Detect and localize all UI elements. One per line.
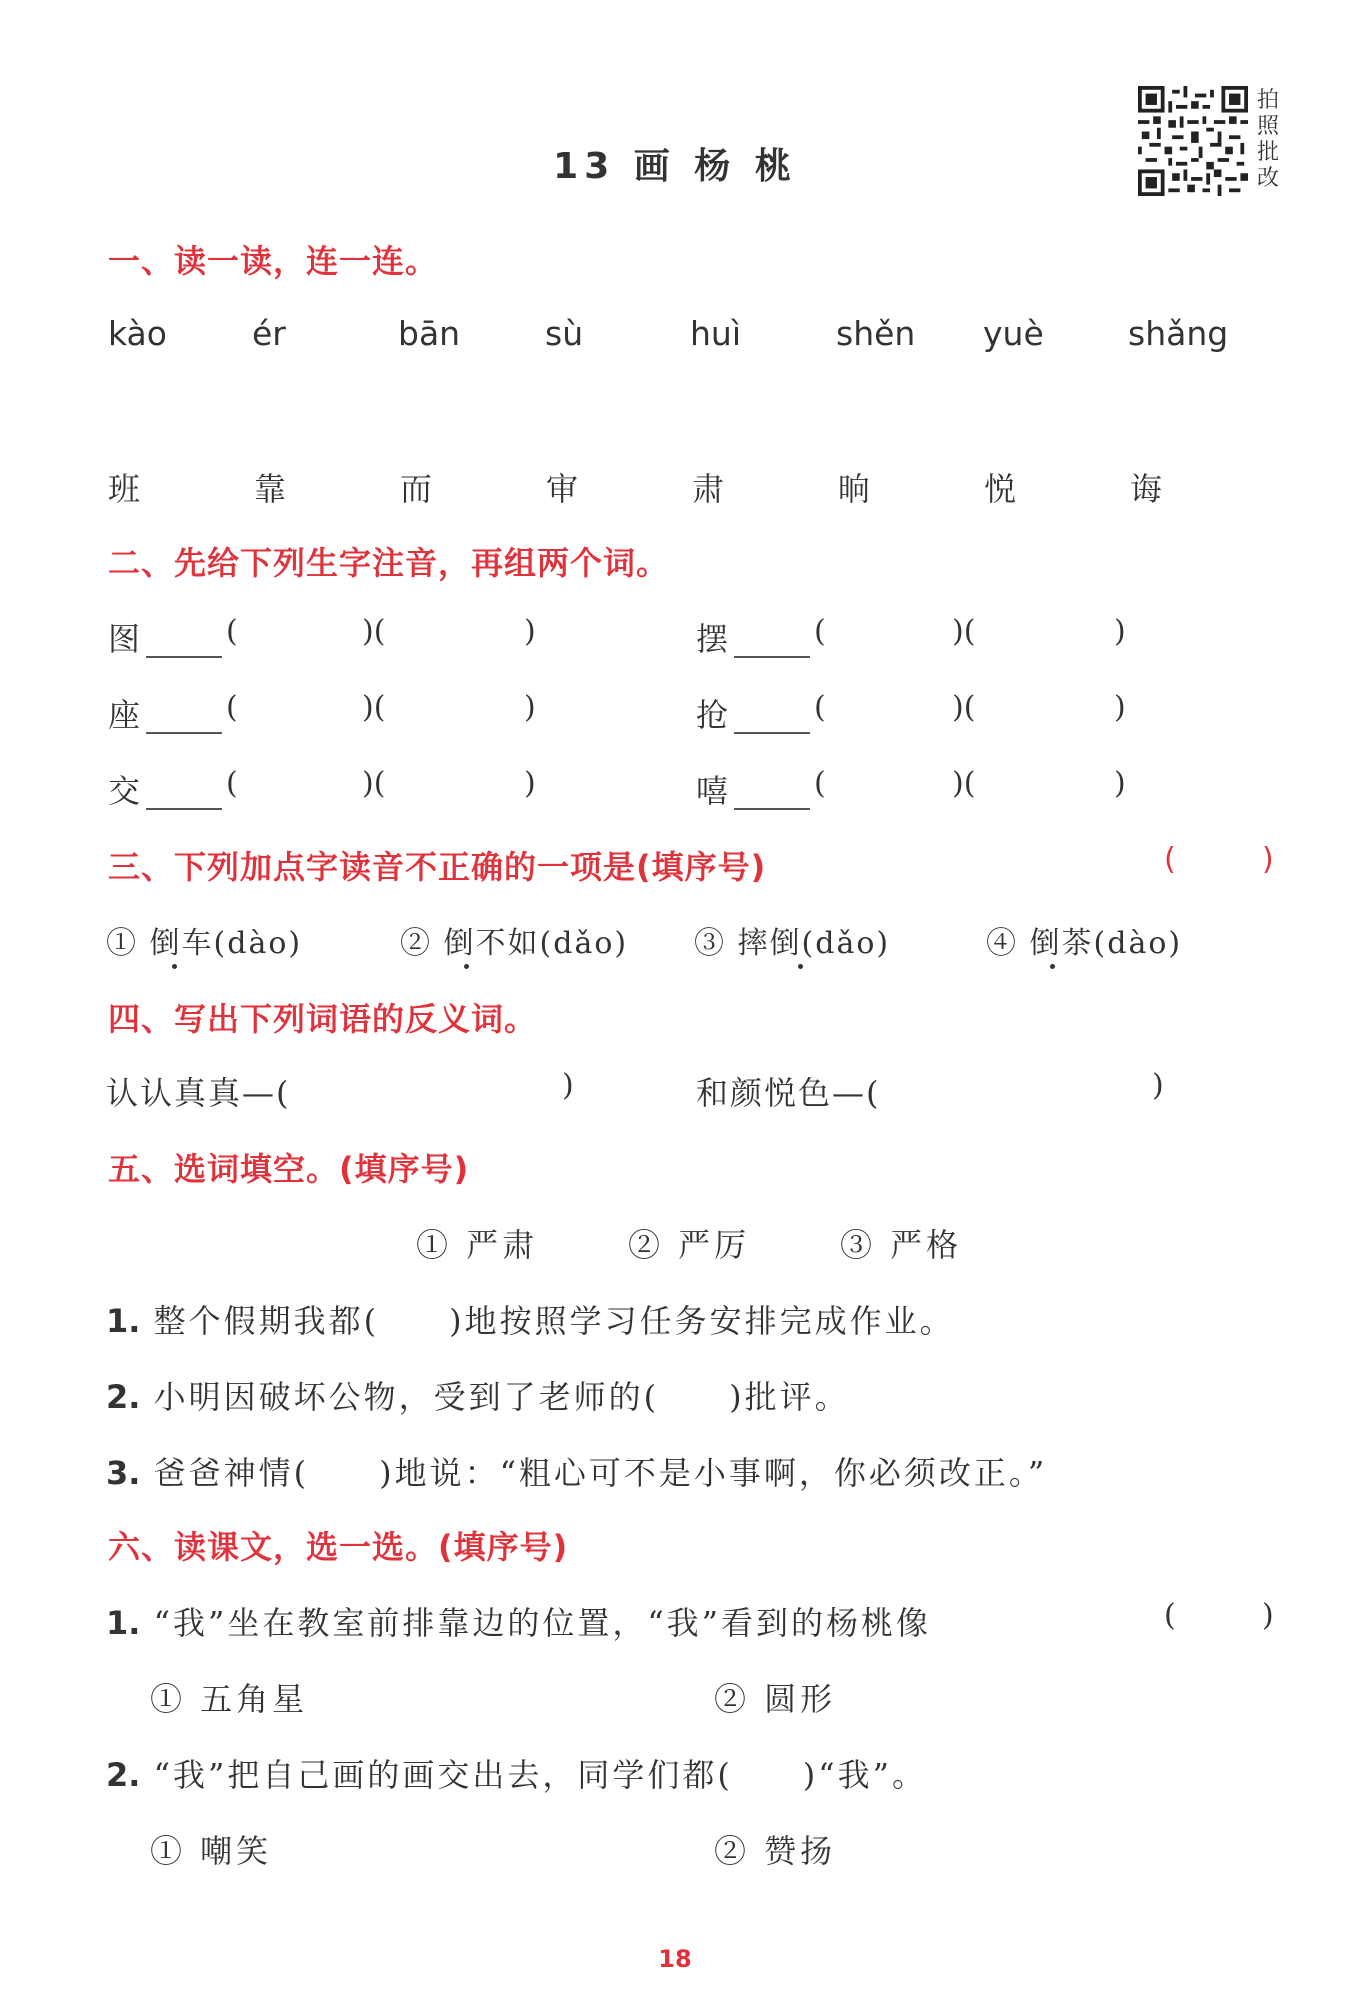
section1-heading: 一、读一读，连一连。 xyxy=(108,242,439,280)
question-text: “我”把自己画的画交出去，同学们都( )“我”。 xyxy=(153,1756,928,1794)
paren: )( xyxy=(362,690,386,725)
question-text: 整个假期我都( )地按照学习任务安排完成作业。 xyxy=(153,1302,955,1340)
paren: ( xyxy=(814,690,826,725)
emphasis-dot xyxy=(464,964,469,969)
option-3[interactable]: ③ 摔倒(dǎo) xyxy=(694,926,891,961)
qr-code-icon[interactable] xyxy=(1138,86,1248,196)
question-number: 1. xyxy=(106,1604,141,1642)
paren: ) xyxy=(1152,1068,1164,1103)
pinyin-blank[interactable] xyxy=(146,732,222,734)
word-choice-2[interactable]: ② 严厉 xyxy=(628,1226,751,1264)
pinyin-item[interactable]: huì xyxy=(690,314,741,353)
paren: )( xyxy=(952,690,976,725)
pinyin-item[interactable]: sù xyxy=(545,314,584,353)
char-item[interactable]: 靠 xyxy=(254,470,287,508)
question-number: 2. xyxy=(106,1378,141,1416)
option-4[interactable]: ④ 倒茶(dào) xyxy=(986,926,1183,961)
paren: ( xyxy=(226,690,238,725)
section6-heading: 六、读课文，选一选。(填序号) xyxy=(108,1528,569,1566)
char-label: 交 xyxy=(108,772,141,810)
pinyin-item[interactable]: shěn xyxy=(836,314,916,353)
char-item[interactable]: 晌 xyxy=(838,470,871,508)
paren: ) xyxy=(524,766,536,801)
pinyin-item[interactable]: yuè xyxy=(983,314,1044,353)
pinyin-blank[interactable] xyxy=(734,732,810,734)
page-number: 18 xyxy=(658,1945,692,1973)
word-choice-1[interactable]: ① 严肃 xyxy=(416,1226,539,1264)
paren: ( xyxy=(226,766,238,801)
question-row[interactable] xyxy=(106,1296,955,1342)
paren: ) xyxy=(524,690,536,725)
section3-heading: 三、下列加点字读音不正确的一项是(填序号) xyxy=(108,848,767,886)
qr-label: 拍照批改 xyxy=(1257,88,1280,191)
paren: ) xyxy=(1114,614,1126,649)
answer-paren-open[interactable]: ( xyxy=(1164,1598,1176,1633)
section2-heading: 二、先给下列生字注音，再组两个词。 xyxy=(108,544,670,582)
char-item[interactable]: 肃 xyxy=(692,470,725,508)
pinyin-blank[interactable] xyxy=(734,808,810,810)
char-item[interactable]: 班 xyxy=(108,470,141,508)
antonym-item-2: 和颜悦色—( xyxy=(696,1074,881,1112)
antonym-item-1: 认认真真—( xyxy=(106,1074,291,1112)
paren: ( xyxy=(814,766,826,801)
section5-heading: 五、选词填空。(填序号) xyxy=(108,1150,470,1188)
char-label: 抢 xyxy=(696,696,729,734)
option-2[interactable]: ② 赞扬 xyxy=(714,1832,837,1870)
paren: )( xyxy=(952,614,976,649)
option-1[interactable]: ① 嘲笑 xyxy=(150,1832,273,1870)
option-2[interactable]: ② 圆形 xyxy=(714,1680,837,1718)
question-row[interactable] xyxy=(106,1372,850,1418)
page-title: 13 画 杨 桃 xyxy=(553,146,797,187)
paren: )( xyxy=(952,766,976,801)
char-label: 座 xyxy=(108,696,141,734)
paren: ) xyxy=(1114,690,1126,725)
paren: ) xyxy=(562,1068,574,1103)
pinyin-item[interactable]: shǎng xyxy=(1128,314,1229,353)
option-1[interactable]: ① 五角星 xyxy=(150,1680,309,1718)
pinyin-item[interactable]: kào xyxy=(108,314,167,353)
question-text: “我”坐在教室前排靠边的位置，“我”看到的杨桃像 xyxy=(153,1604,932,1642)
option-2[interactable]: ② 倒不如(dǎo) xyxy=(400,926,629,961)
answer-paren-close[interactable]: ) xyxy=(1262,842,1274,877)
emphasis-dot xyxy=(798,964,803,969)
option-1[interactable]: ① 倒车(dào) xyxy=(106,926,303,961)
char-item[interactable]: 悦 xyxy=(984,470,1017,508)
question-number: 2. xyxy=(106,1756,141,1794)
paren: ( xyxy=(226,614,238,649)
question-row[interactable] xyxy=(106,1750,927,1796)
char-label: 图 xyxy=(108,620,141,658)
word-choice-3[interactable]: ③ 严格 xyxy=(840,1226,963,1264)
char-item[interactable]: 诲 xyxy=(1130,470,1163,508)
paren: ) xyxy=(524,614,536,649)
question-number: 3. xyxy=(106,1454,141,1492)
char-label: 嘻 xyxy=(696,772,729,810)
question-text: 小明因破坏公物，受到了老师的( )批评。 xyxy=(153,1378,850,1416)
paren: ) xyxy=(1114,766,1126,801)
question-number: 1. xyxy=(106,1302,141,1340)
paren: )( xyxy=(362,614,386,649)
pinyin-blank[interactable] xyxy=(734,656,810,658)
emphasis-dot xyxy=(1050,964,1055,969)
answer-paren-open[interactable]: ( xyxy=(1164,842,1176,877)
section4-heading: 四、写出下列词语的反义词。 xyxy=(108,1000,538,1038)
pinyin-blank[interactable] xyxy=(146,656,222,658)
question-text: 爸爸神情( )地说：“粗心可不是小事啊，你必须改正。” xyxy=(153,1454,1048,1492)
paren: ( xyxy=(814,614,826,649)
char-label: 摆 xyxy=(696,620,729,658)
question-row[interactable] xyxy=(106,1448,1047,1494)
char-item[interactable]: 审 xyxy=(546,470,579,508)
char-item[interactable]: 而 xyxy=(400,470,433,508)
emphasis-dot xyxy=(172,964,177,969)
pinyin-item[interactable]: bān xyxy=(398,314,461,353)
question-row[interactable] xyxy=(106,1598,931,1644)
pinyin-item[interactable]: ér xyxy=(252,314,286,353)
paren: )( xyxy=(362,766,386,801)
pinyin-blank[interactable] xyxy=(146,808,222,810)
answer-paren-close[interactable]: ) xyxy=(1262,1598,1274,1633)
